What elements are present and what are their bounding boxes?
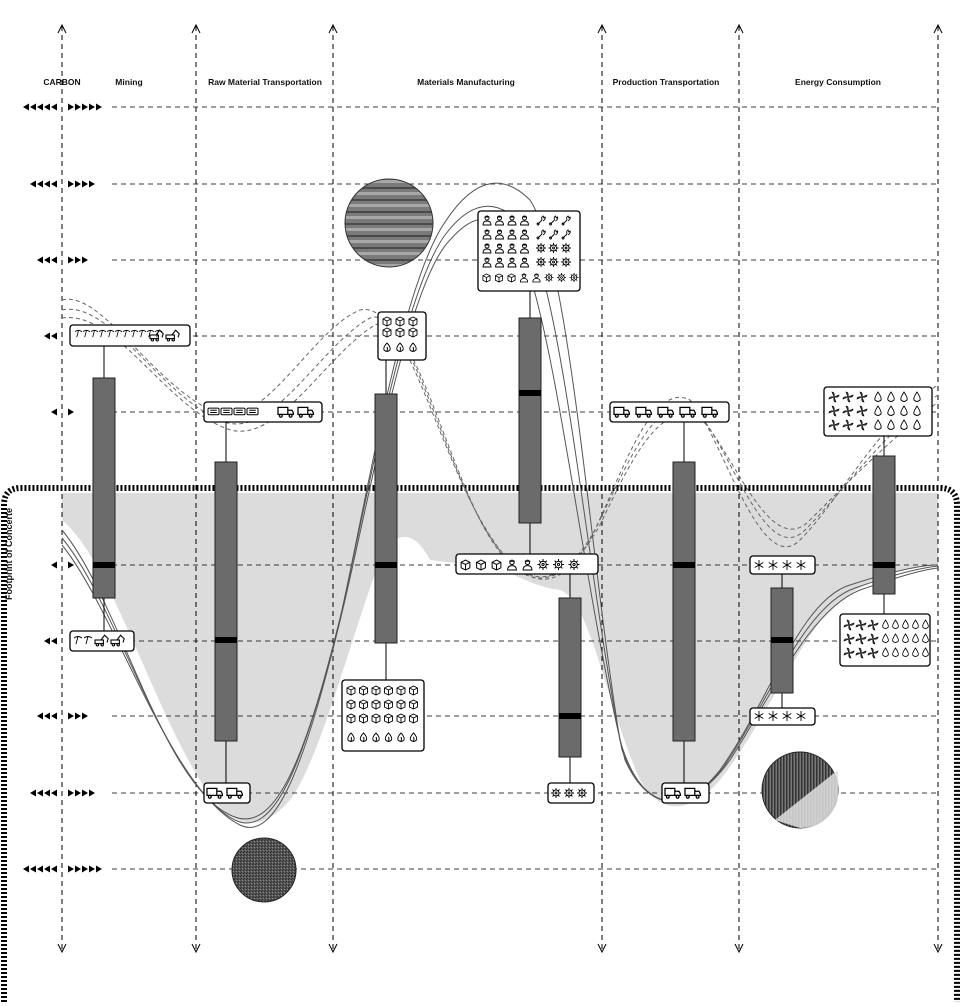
moon-icon xyxy=(112,59,116,67)
triangle-left-icon xyxy=(51,866,57,873)
moon-icon xyxy=(404,59,408,67)
moon-icon xyxy=(494,59,498,67)
moon-icon xyxy=(663,59,667,67)
triangle-right-icon xyxy=(68,790,74,797)
moon-icon xyxy=(474,59,478,67)
moon-icon xyxy=(268,59,272,67)
triangle-right-icon xyxy=(75,866,81,873)
triangle-right-icon xyxy=(82,790,88,797)
texture-sample-stripes xyxy=(345,179,433,267)
moon-icon xyxy=(653,59,657,67)
header-production-transportation: Production Transportation xyxy=(612,77,720,87)
triangle-left-icon xyxy=(30,104,36,111)
mining-icons-box-bottom xyxy=(70,631,134,651)
range-bar xyxy=(215,462,237,741)
moon-icon xyxy=(504,59,508,67)
moon-icon xyxy=(514,59,518,67)
triangle-left-icon xyxy=(23,866,29,873)
triangle-left-icon xyxy=(51,257,57,264)
triangle-left-icon xyxy=(44,866,50,873)
moon-icon xyxy=(869,59,873,67)
moon-icon xyxy=(414,59,418,67)
triangle-right-icon xyxy=(96,866,102,873)
triangle-left-icon xyxy=(44,104,50,111)
triangle-left-icon xyxy=(44,257,50,264)
triangle-left-icon xyxy=(51,409,57,416)
triangle-right-icon xyxy=(75,104,81,111)
triangle-right-icon xyxy=(96,104,102,111)
triangle-right-icon xyxy=(82,104,88,111)
range-bar-marker xyxy=(375,562,397,568)
moon-icon xyxy=(142,59,146,67)
header-mining: Mining xyxy=(115,77,143,87)
triangle-left-icon xyxy=(51,104,57,111)
moon-icon xyxy=(693,59,697,67)
header-energy-consumption: Energy Consumption xyxy=(795,77,881,87)
moon-icon xyxy=(819,59,823,67)
moon-icon xyxy=(278,59,282,67)
range-bar-marker xyxy=(873,562,895,568)
triangle-left-icon xyxy=(44,790,50,797)
texture-sample-gravel xyxy=(232,838,296,902)
triangle-right-icon xyxy=(75,257,81,264)
triangle-left-icon xyxy=(51,562,57,569)
moon-icon xyxy=(288,59,292,67)
triangle-right-icon xyxy=(68,104,74,111)
triangle-left-icon xyxy=(30,181,36,188)
triangle-left-icon xyxy=(51,790,57,797)
range-bar xyxy=(375,394,397,643)
triangle-right-icon xyxy=(89,104,95,111)
triangle-right-icon xyxy=(89,866,95,873)
moon-icon xyxy=(849,59,853,67)
triangle-left-icon xyxy=(23,104,29,111)
moon-icon xyxy=(673,59,677,67)
triangle-left-icon xyxy=(37,104,43,111)
moon-icon xyxy=(132,59,136,67)
triangle-left-icon xyxy=(37,866,43,873)
moon-icon xyxy=(248,59,252,67)
triangle-right-icon xyxy=(68,257,74,264)
triangle-right-icon xyxy=(82,713,88,720)
moon-icon xyxy=(238,59,242,67)
range-bar-marker xyxy=(215,637,237,643)
triangle-left-icon xyxy=(44,638,50,645)
triangle-right-icon xyxy=(68,409,74,416)
moon-icon xyxy=(799,59,803,67)
triangle-left-icon xyxy=(51,181,57,188)
moon-icon xyxy=(879,59,883,67)
triangle-right-icon xyxy=(82,866,88,873)
moon-icon xyxy=(122,59,126,67)
range-bar xyxy=(673,462,695,741)
header-raw-material-transportation: Raw Material Transportation xyxy=(208,77,322,87)
moon-icon xyxy=(683,59,687,67)
triangle-left-icon xyxy=(30,790,36,797)
triangle-left-icon xyxy=(51,333,57,340)
range-bar xyxy=(559,598,581,757)
moon-icon xyxy=(394,59,398,67)
triangle-right-icon xyxy=(75,713,81,720)
header-materials-manufacturing: Materials Manufacturing xyxy=(417,77,515,87)
range-bar-marker xyxy=(559,713,581,719)
triangle-right-icon xyxy=(89,790,95,797)
range-bar-marker xyxy=(519,390,541,396)
triangle-left-icon xyxy=(30,866,36,873)
triangle-left-icon xyxy=(37,713,43,720)
moon-icon xyxy=(484,59,488,67)
raw-transport-icons-box-top xyxy=(204,402,322,422)
moon-icon xyxy=(829,59,833,67)
range-bar-marker xyxy=(93,562,115,568)
production-transport-icons-box-top xyxy=(610,402,729,422)
triangle-right-icon xyxy=(68,181,74,188)
triangle-left-icon xyxy=(37,257,43,264)
moon-icon xyxy=(859,59,863,67)
moon-icon xyxy=(534,59,538,67)
moon-icon xyxy=(643,59,647,67)
moon-icon xyxy=(434,59,438,67)
moon-icon xyxy=(444,59,448,67)
triangle-left-icon xyxy=(37,790,43,797)
triangle-right-icon xyxy=(75,790,81,797)
moon-icon xyxy=(524,59,528,67)
triangle-left-icon xyxy=(44,181,50,188)
range-bar-marker xyxy=(771,637,793,643)
moon-icon xyxy=(839,59,843,67)
footprint-side-label: Footprint of Concerte xyxy=(4,508,14,600)
triangle-left-icon xyxy=(51,638,57,645)
header-carbon: CARBON xyxy=(43,77,81,87)
triangle-left-icon xyxy=(44,333,50,340)
triangle-left-icon xyxy=(51,713,57,720)
range-bar xyxy=(873,456,895,594)
moon-icon xyxy=(809,59,813,67)
moon-icon xyxy=(454,59,458,67)
moon-icon xyxy=(424,59,428,67)
triangle-right-icon xyxy=(89,181,95,188)
moon-icon xyxy=(464,59,468,67)
triangle-right-icon xyxy=(75,181,81,188)
triangle-right-icon xyxy=(68,713,74,720)
range-bar xyxy=(519,318,541,523)
triangle-right-icon xyxy=(82,181,88,188)
triangle-left-icon xyxy=(44,713,50,720)
moon-icon xyxy=(258,59,262,67)
triangle-left-icon xyxy=(37,181,43,188)
triangle-right-icon xyxy=(68,866,74,873)
range-bar-marker xyxy=(673,562,695,568)
triangle-right-icon xyxy=(68,562,74,569)
moon-icon xyxy=(789,59,793,67)
triangle-right-icon xyxy=(82,257,88,264)
